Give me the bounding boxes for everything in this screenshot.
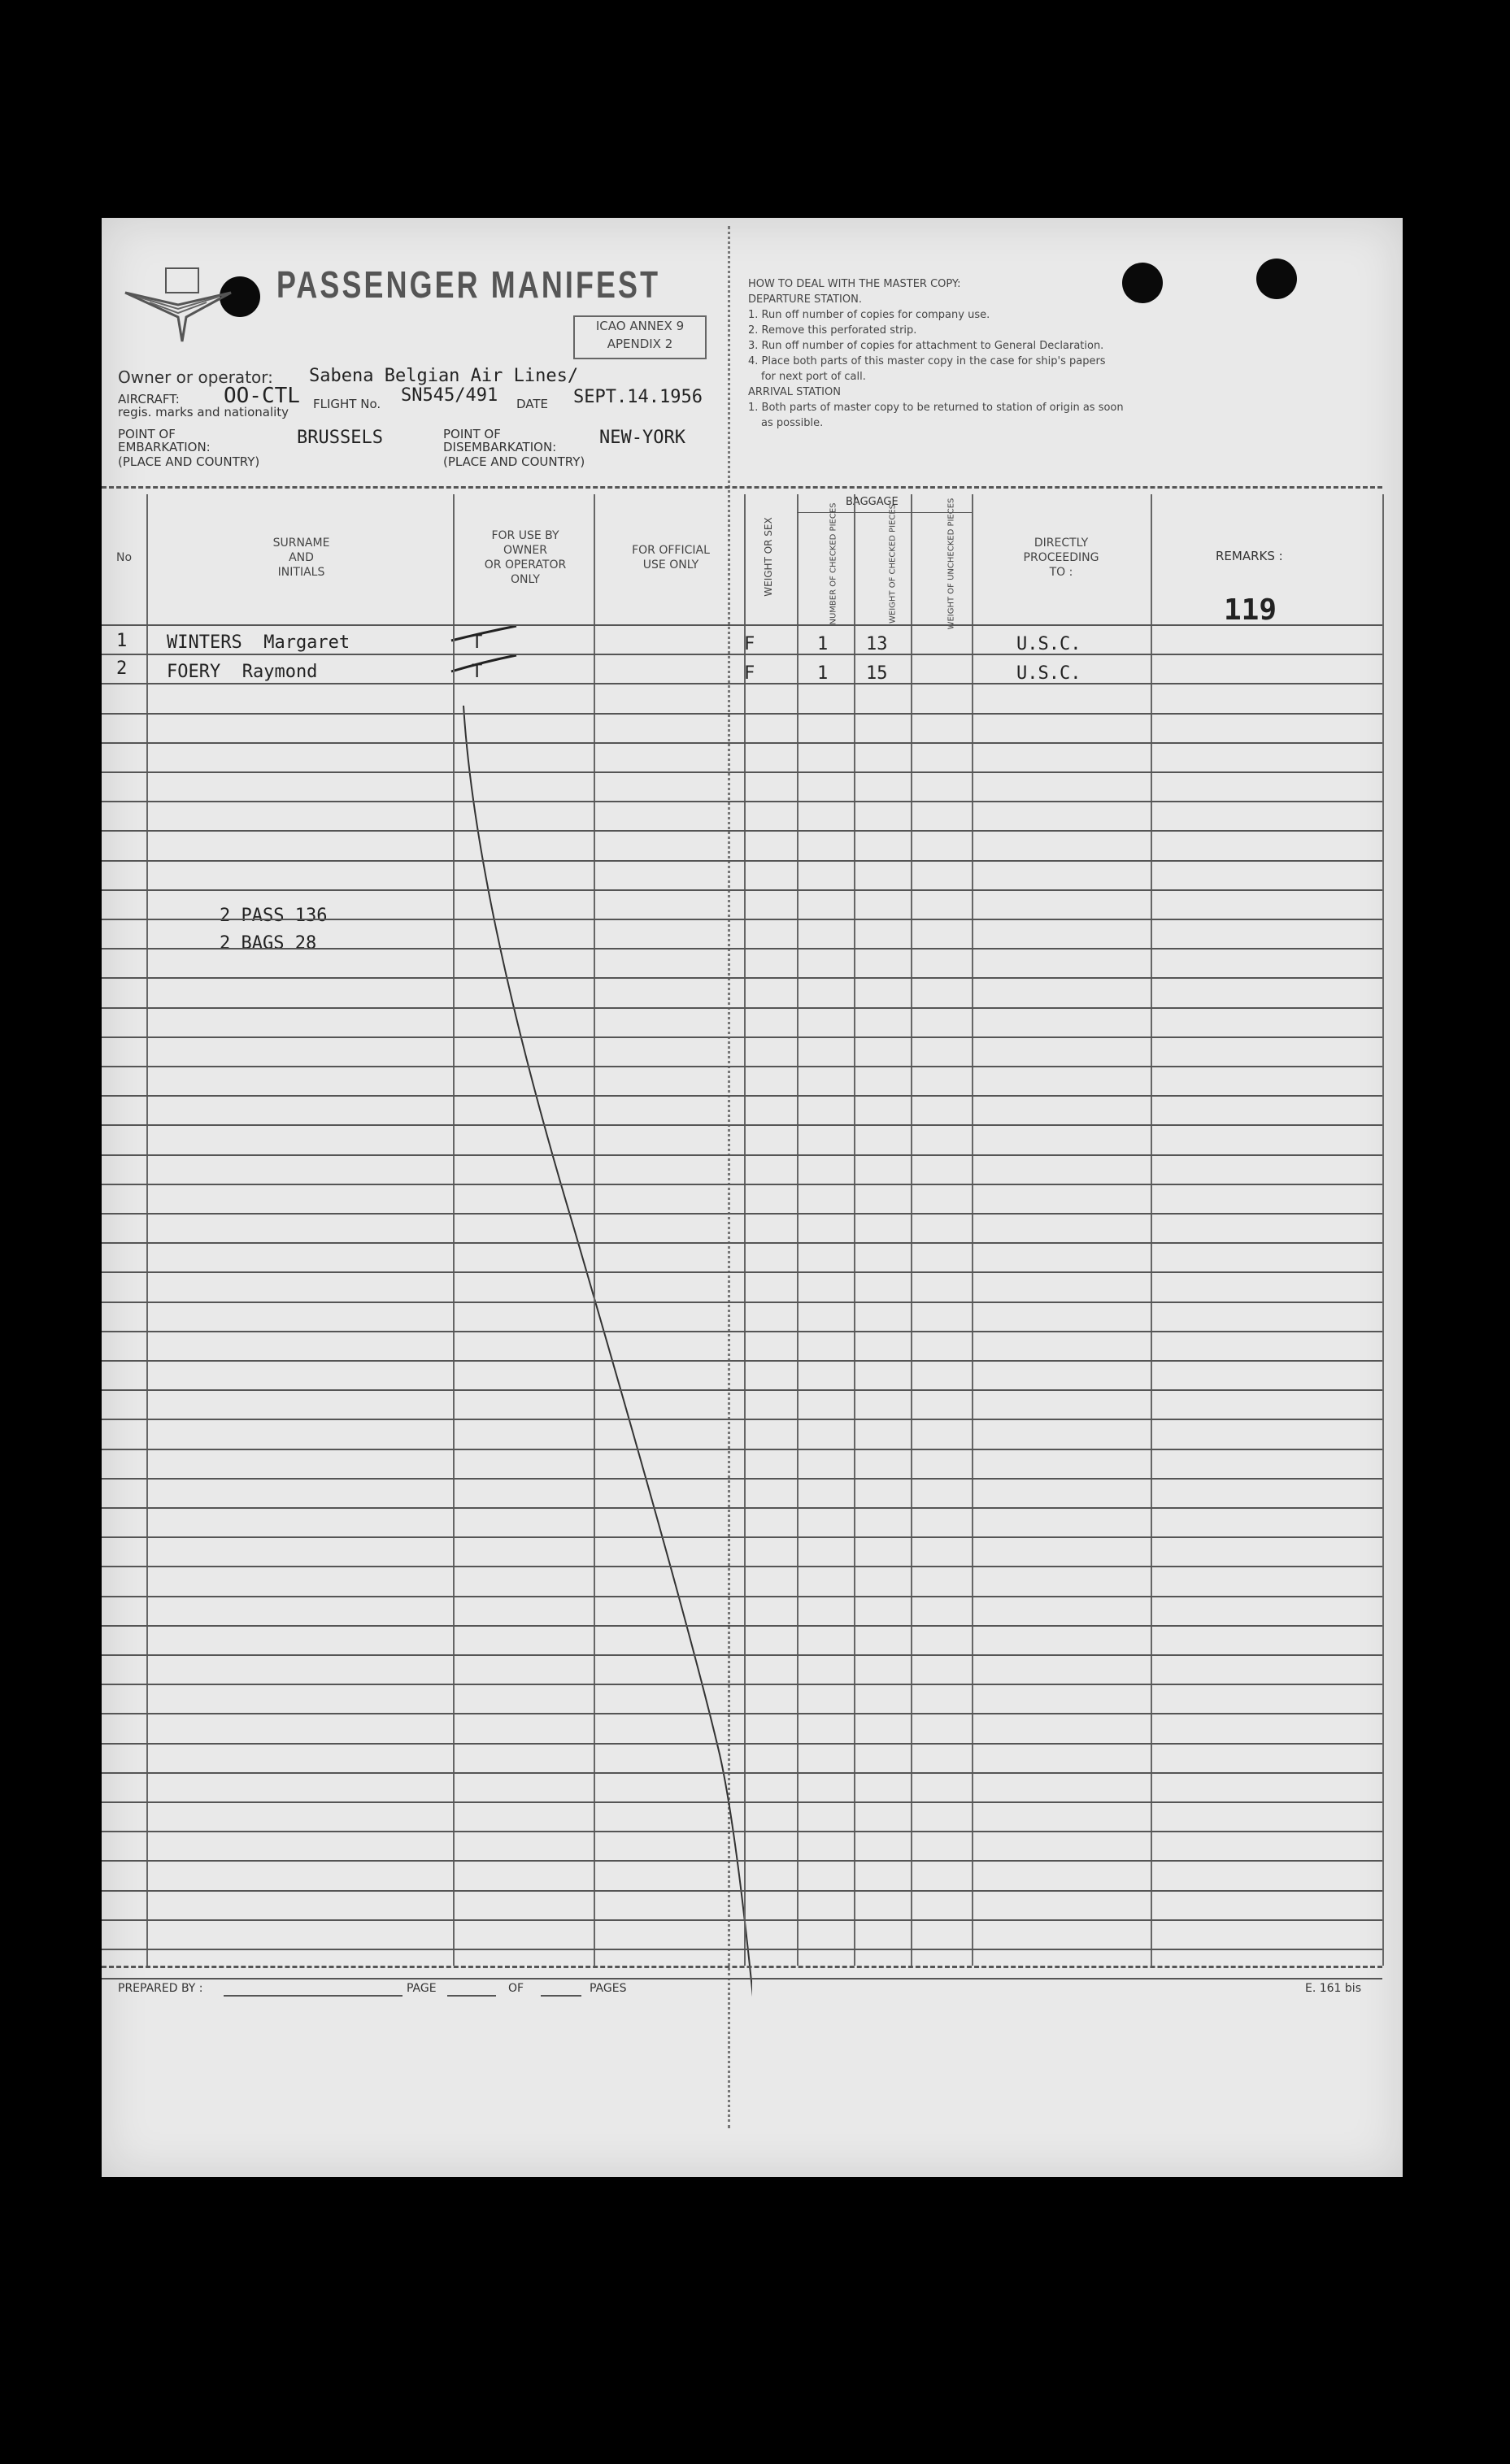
total-passengers: 2 PASS 136 <box>220 906 328 926</box>
table-row-line <box>102 1713 1382 1714</box>
table-row-line <box>102 977 1382 979</box>
table-row-line <box>102 1860 1382 1862</box>
col-checked-weight: WEIGHT OF CHECKED PIECES <box>888 503 898 624</box>
sabena-logo-icon <box>121 260 243 350</box>
total-bags: 2 BAGS 28 <box>220 933 317 954</box>
table-row-line <box>102 624 1382 626</box>
col-official-2: USE ONLY <box>642 558 699 571</box>
table-row-line <box>102 1389 1382 1391</box>
col-official <box>598 494 744 620</box>
icao-line-2: APENDIX 2 <box>607 337 673 351</box>
column-divider <box>744 494 746 1966</box>
row-weight: 13 <box>866 634 888 654</box>
table-row-line <box>102 654 1382 655</box>
table-row-line <box>102 1242 1382 1244</box>
table-row-line <box>102 1890 1382 1892</box>
icao-box <box>573 315 707 359</box>
table-row-line <box>102 1331 1382 1332</box>
instructions-heading: HOW TO DEAL WITH THE MASTER COPY: <box>748 278 961 290</box>
column-divider <box>1382 494 1384 1966</box>
date-value: SEPT.14.1956 <box>573 387 703 407</box>
table-row-line <box>102 1507 1382 1509</box>
row-pieces: 1 <box>817 634 829 654</box>
row-sex: F <box>744 634 755 654</box>
table-row-line <box>102 1154 1382 1156</box>
prepared-by-label: PREPARED BY : <box>118 1982 203 1995</box>
table-row-line <box>102 1831 1382 1832</box>
flight-value: SN545/491 <box>401 385 498 406</box>
manifest-sheet <box>102 218 1403 2177</box>
table-row-line <box>102 1213 1382 1215</box>
col-remarks: REMARKS : <box>1216 549 1283 563</box>
of-label: OF <box>508 1982 524 1995</box>
table-row-line <box>102 830 1382 832</box>
col-proceeding-3: TO : <box>1049 565 1073 579</box>
table-row-line <box>102 1566 1382 1567</box>
instruction-item: 1. Run off number of copies for company use. <box>748 309 990 321</box>
arrival-item: 1. Both parts of master copy to be returned to station of origin as soon <box>748 402 1124 414</box>
table-row-line <box>102 1654 1382 1656</box>
table-row-line <box>102 1949 1382 1950</box>
table-row-line <box>102 1066 1382 1067</box>
table-row-line <box>102 889 1382 891</box>
page-line <box>447 1995 496 1997</box>
instruction-item: 4. Place both parts of this master copy in the case for ship's papers <box>748 355 1106 367</box>
col-surname <box>149 494 454 620</box>
flight-label: FLIGHT No. <box>313 397 381 411</box>
table-row-line <box>102 1360 1382 1362</box>
col-weight-sex: WEIGHT OR SEX <box>763 517 774 597</box>
table-row-line <box>102 948 1382 950</box>
disembark-sublabel: (PLACE AND COUNTRY) <box>443 454 585 469</box>
aircraft-value: OO-CTL <box>224 384 300 408</box>
table-row-line <box>102 1095 1382 1097</box>
col-surname-3: INITIALS <box>277 565 325 579</box>
instructions-departure: DEPARTURE STATION. <box>748 293 862 306</box>
embark-label: POINT OF EMBARKATION: <box>118 427 211 454</box>
row-owner: T <box>472 662 483 682</box>
col-surname-1: SURNAME <box>272 536 330 550</box>
table-row-line <box>102 860 1382 862</box>
row-sex: F <box>744 663 755 684</box>
icao-line-1: ICAO ANNEX 9 <box>595 319 685 333</box>
column-divider <box>594 494 595 1966</box>
col-owner-use <box>456 494 594 620</box>
table-row-line <box>102 801 1382 802</box>
row-no: 2 <box>116 658 128 679</box>
row-pieces: 1 <box>817 663 829 684</box>
form-code: E. 161 bis <box>1305 1982 1361 1995</box>
instruction-item: for next port of call. <box>761 371 866 383</box>
disembark-value: NEW-YORK <box>599 428 685 448</box>
column-divider <box>453 494 455 1966</box>
col-owner-3: OR OPERATOR <box>484 558 567 571</box>
table-row-line <box>102 1596 1382 1597</box>
page-label: PAGE <box>407 1982 437 1995</box>
table-row-line <box>102 919 1382 920</box>
row-name: FOERY Raymond <box>167 662 318 682</box>
column-divider <box>911 494 912 1966</box>
instructions-arrival: ARRIVAL STATION <box>748 386 841 398</box>
date-label: DATE <box>516 397 549 411</box>
arrival-item: as possible. <box>761 417 824 429</box>
table-row-line <box>102 1801 1382 1803</box>
col-proceeding <box>972 494 1151 620</box>
table-row-line <box>102 1271 1382 1273</box>
table-row-line <box>102 683 1382 684</box>
table-row-line <box>102 1478 1382 1480</box>
col-checked-num: NUMBER OF CHECKED PIECES <box>829 502 838 625</box>
col-no: No <box>115 550 133 564</box>
table-row-line <box>102 1978 1382 1979</box>
table-row-line <box>102 1419 1382 1420</box>
column-divider <box>146 494 148 1966</box>
table-row-line <box>102 1625 1382 1627</box>
pages-label: PAGES <box>590 1982 627 1995</box>
form-title: PASSENGER MANIFEST <box>276 263 661 306</box>
embark-sublabel: (PLACE AND COUNTRY) <box>118 454 260 469</box>
aircraft-sublabel: regis. marks and nationality <box>118 405 289 419</box>
remarks-number: 119 <box>1224 593 1277 627</box>
table-row-line <box>102 1684 1382 1685</box>
table-row-line <box>102 1919 1382 1921</box>
table-row-line <box>102 1007 1382 1009</box>
col-baggage: BAGGAGE <box>846 496 899 508</box>
table-row-line <box>102 1302 1382 1303</box>
table-row-line <box>102 771 1382 773</box>
col-proceeding-1: DIRECTLY <box>1034 536 1089 550</box>
disembark-label: POINT OF DISEMBARKATION: <box>443 427 557 454</box>
row-weight: 15 <box>866 663 888 684</box>
row-owner: T <box>472 632 483 653</box>
column-divider <box>972 494 973 1966</box>
table-row-line <box>102 713 1382 715</box>
owner-value: Sabena Belgian Air Lines/ <box>309 366 579 386</box>
col-owner-2: OWNER <box>503 543 547 557</box>
col-unchecked-weight: WEIGHT OF UNCHECKED PIECES <box>946 498 956 630</box>
embark-value: BRUSSELS <box>297 428 383 448</box>
col-official-1: FOR OFFICIAL <box>632 543 710 557</box>
row-dest: U.S.C. <box>1016 634 1081 654</box>
tick-marks <box>443 608 524 681</box>
row-name: WINTERS Margaret <box>167 632 350 653</box>
header-top-rule <box>102 486 1382 489</box>
instruction-item: 2. Remove this perforated strip. <box>748 324 917 337</box>
of-line <box>541 1995 581 1997</box>
table-row-line <box>102 1036 1382 1038</box>
instructions <box>748 276 1382 431</box>
table-row-line <box>102 1449 1382 1450</box>
instruction-item: 3. Run off number of copies for attachment to General Declaration. <box>748 340 1104 352</box>
row-no: 1 <box>116 631 128 651</box>
aircraft-label: AIRCRAFT: <box>118 392 180 406</box>
col-owner-4: ONLY <box>511 572 540 586</box>
table-row-line <box>102 742 1382 744</box>
table-row-line <box>102 1184 1382 1185</box>
owner-label: Owner or operator: <box>118 367 273 387</box>
col-proceeding-2: PROCEEDING <box>1023 550 1099 564</box>
column-divider <box>1151 494 1152 1966</box>
row-dest: U.S.C. <box>1016 663 1081 684</box>
footer-rule <box>102 1966 1382 1968</box>
table-row-line <box>102 1124 1382 1126</box>
col-surname-2: AND <box>289 550 314 564</box>
column-divider <box>797 494 799 1966</box>
col-owner-1: FOR USE BY <box>491 528 559 542</box>
column-divider <box>854 494 855 1966</box>
baggage-header-rule <box>797 512 972 513</box>
table-row-line <box>102 1772 1382 1774</box>
table-row-line <box>102 1536 1382 1538</box>
prepared-by-line <box>224 1995 403 1997</box>
table-row-line <box>102 1743 1382 1745</box>
